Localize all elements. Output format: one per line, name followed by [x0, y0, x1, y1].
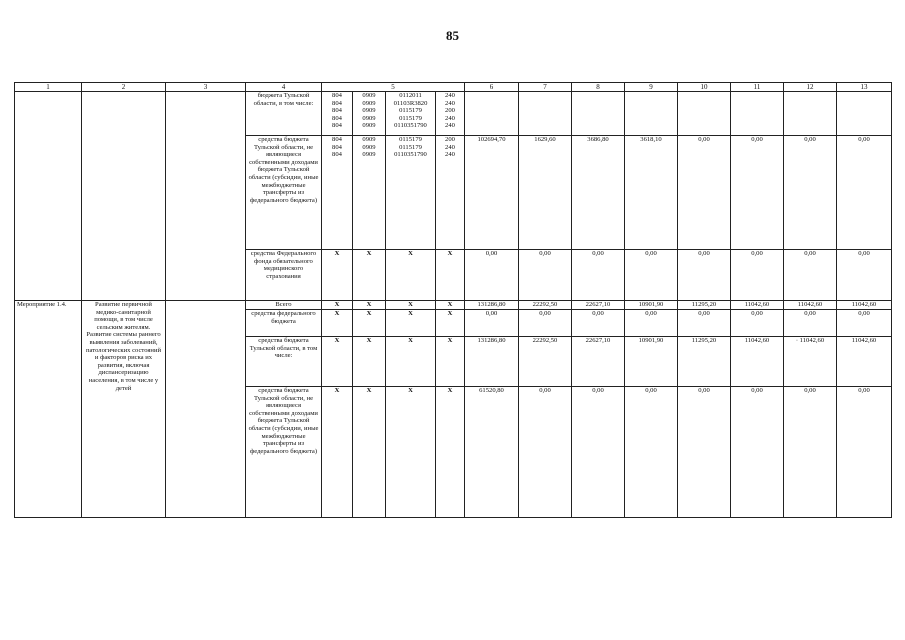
funding-source: бюджета Тульской области, в том числе: [246, 92, 322, 136]
value-cell [572, 92, 625, 136]
value-cell: 0,00 [625, 387, 678, 518]
value-cell: 0,00 [731, 136, 784, 250]
value-cell [465, 92, 519, 136]
value-cell: 22292,50 [519, 337, 572, 387]
value-cell: 11042,60 [731, 337, 784, 387]
value-cell: 3686,80 [572, 136, 625, 250]
value-cell: 11042,60 [784, 301, 837, 310]
csr-codes: 0115179 0115179 0110351790 [386, 136, 436, 250]
code-x: Х [436, 301, 465, 310]
value-cell: 0,00 [731, 250, 784, 301]
code-x: Х [322, 337, 353, 387]
value-cell [625, 92, 678, 136]
code-x: Х [386, 337, 436, 387]
page-number: 85 [446, 28, 459, 43]
value-cell: 131286,80 [465, 301, 519, 310]
code-x: Х [353, 310, 386, 337]
code-x: Х [322, 250, 353, 301]
value-cell: 0,00 [625, 250, 678, 301]
value-cell: 0,00 [837, 387, 892, 518]
value-cell: 0,00 [784, 387, 837, 518]
grbs-codes: 804 804 804 [322, 136, 353, 250]
value-cell: 0,00 [731, 387, 784, 518]
funding-source: средства бюджета Тульской области, не являющиеся собственными доходами бюджета Тульской области (субсидии, иные межбюджетные трансферты из федерального бюджета) [246, 136, 322, 250]
code-x: Х [353, 337, 386, 387]
value-cell: 0,00 [784, 250, 837, 301]
empty-cell [82, 92, 166, 301]
value-cell: 10901,90 [625, 337, 678, 387]
header-cell: 11 [731, 83, 784, 92]
header-cell: 9 [625, 83, 678, 92]
value-cell: 11042,60 [837, 301, 892, 310]
value-cell: 11042,60 [837, 337, 892, 387]
value-cell [837, 92, 892, 136]
value-cell: 0,00 [572, 250, 625, 301]
section-codes: 0909 0909 0909 [353, 136, 386, 250]
section-codes: 0909 0909 0909 0909 0909 [353, 92, 386, 136]
value-cell: · 11042,60 [784, 337, 837, 387]
header-cell: 1 [15, 83, 82, 92]
code-x: Х [353, 250, 386, 301]
header-cell: 10 [678, 83, 731, 92]
value-cell: 22627,10 [572, 337, 625, 387]
value-cell: 0,00 [678, 310, 731, 337]
value-cell: 0,00 [837, 250, 892, 301]
empty-cell [15, 92, 82, 301]
value-cell: 0,00 [731, 310, 784, 337]
header-cell: 5 [322, 83, 465, 92]
value-cell [784, 92, 837, 136]
header-cell: 6 [465, 83, 519, 92]
value-cell: 102694,70 [465, 136, 519, 250]
value-cell: 22627,10 [572, 301, 625, 310]
value-cell: 11295,20 [678, 337, 731, 387]
grbs-codes: 804 804 804 804 804 [322, 92, 353, 136]
value-cell [519, 92, 572, 136]
code-x: Х [322, 301, 353, 310]
header-cell: 2 [82, 83, 166, 92]
value-cell: 0,00 [678, 387, 731, 518]
value-cell: 11042,60 [731, 301, 784, 310]
value-cell: 22292,50 [519, 301, 572, 310]
header-cell: 4 [246, 83, 322, 92]
code-x: Х [386, 250, 436, 301]
table-row [15, 92, 892, 136]
code-x: Х [436, 387, 465, 518]
code-x: Х [353, 301, 386, 310]
value-cell: 10901,90 [625, 301, 678, 310]
activity-label: Мероприятие 1.4. [15, 301, 82, 518]
funding-source: средства бюджета Тульской области, в том числе: [246, 337, 322, 387]
value-cell: 1629,60 [519, 136, 572, 250]
code-x: Х [436, 337, 465, 387]
funding-source: средства федерального бюджета [246, 310, 322, 337]
header-cell: 3 [166, 83, 246, 92]
header-cell: 12 [784, 83, 837, 92]
value-cell: 3618,10 [625, 136, 678, 250]
table-row [15, 301, 892, 310]
value-cell: 0,00 [465, 250, 519, 301]
value-cell: 0,00 [678, 250, 731, 301]
value-cell: 0,00 [625, 310, 678, 337]
header-cell: 8 [572, 83, 625, 92]
header-cell: 13 [837, 83, 892, 92]
value-cell: 0,00 [519, 387, 572, 518]
value-cell: 131286,80 [465, 337, 519, 387]
value-cell: 11295,20 [678, 301, 731, 310]
code-x: Х [386, 310, 436, 337]
activity-description: Развитие первичной медико-санитарной помощи, в том числе сельским жителям. Развитие системы раннего выявления заболеваний, патологических состояний и факторов риска их развития, включая диспансеризацию населения, в том числе у детей [82, 301, 166, 518]
code-x: Х [386, 301, 436, 310]
funding-source: средства Федерального фонда обязательного медицинского страхования [246, 250, 322, 301]
value-cell: 0,00 [572, 310, 625, 337]
value-cell: 0,00 [678, 136, 731, 250]
code-x: Х [322, 387, 353, 518]
value-cell [678, 92, 731, 136]
empty-cell [166, 92, 246, 301]
code-x: Х [353, 387, 386, 518]
value-cell: 0,00 [465, 310, 519, 337]
value-cell: 0,00 [784, 310, 837, 337]
code-x: Х [322, 310, 353, 337]
value-cell: 0,00 [572, 387, 625, 518]
value-cell: 0,00 [519, 310, 572, 337]
budget-table [14, 82, 892, 518]
value-cell: 0,00 [837, 136, 892, 250]
empty-cell [166, 301, 246, 518]
value-cell: 0,00 [837, 310, 892, 337]
vr-codes: 200 240 240 [436, 136, 465, 250]
funding-source: средства бюджета Тульской области, не являющиеся собственными доходами бюджета Тульской области (субсидии, иные межбюджетные трансферты из федерального бюджета) [246, 387, 322, 518]
code-x: Х [436, 250, 465, 301]
vr-codes: 240 240 200 240 240 [436, 92, 465, 136]
csr-codes: 0112011 01103R3820 0115179 0115179 0110351790 [386, 92, 436, 136]
value-cell [731, 92, 784, 136]
column-number-header [15, 83, 892, 92]
value-cell: 61520,80 [465, 387, 519, 518]
funding-source: Всего [246, 301, 322, 310]
value-cell: 0,00 [519, 250, 572, 301]
value-cell: 0,00 [784, 136, 837, 250]
code-x: Х [386, 387, 436, 518]
code-x: Х [436, 310, 465, 337]
header-cell: 7 [519, 83, 572, 92]
